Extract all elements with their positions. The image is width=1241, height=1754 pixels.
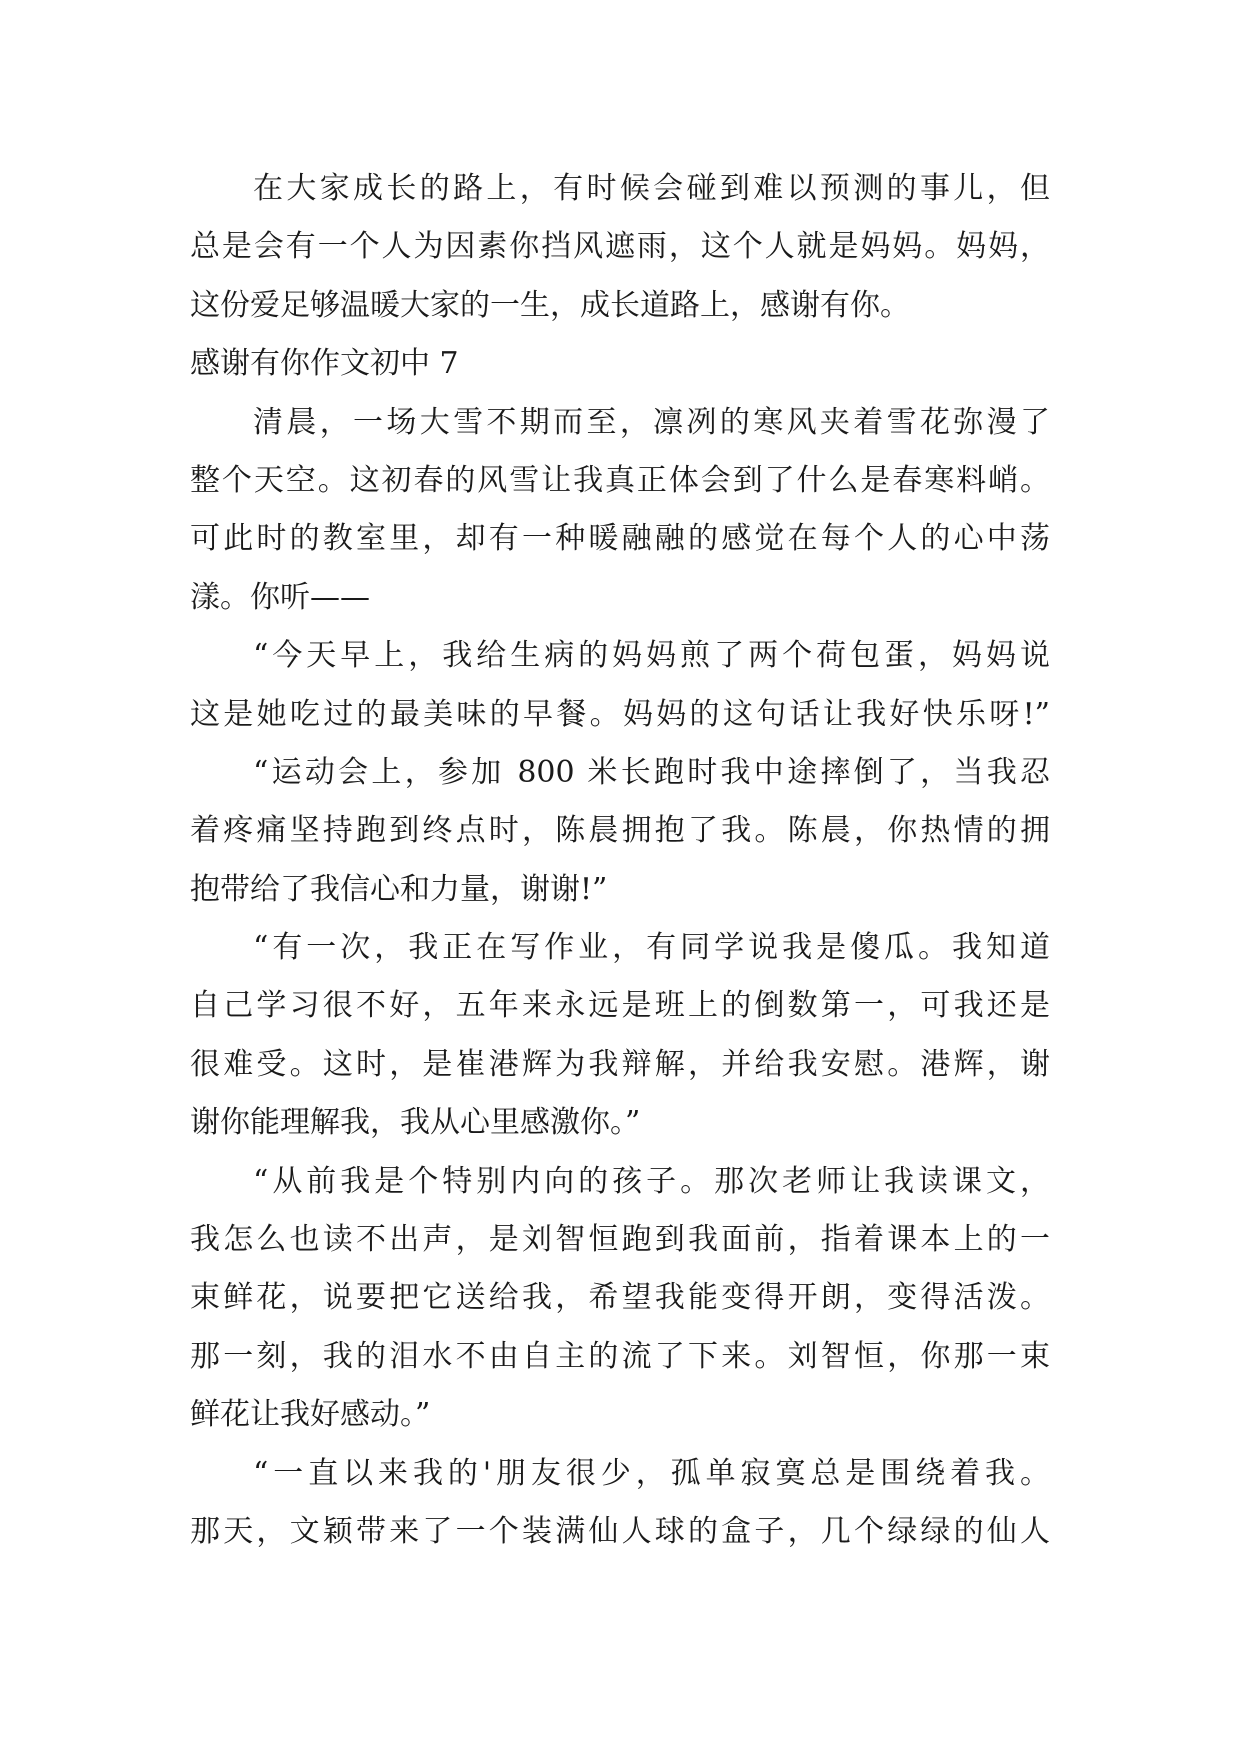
text-line: 清晨，一场大雪不期而至，凛冽的寒风夹着雪花弥漫了 — [253, 404, 1050, 440]
text-line: 那天，文颖带来了一个装满仙人球的盒子，几个绿绿的仙人 — [190, 1513, 1050, 1549]
text-line: “一直以来我的'朋友很少，孤单寂寞总是围绕着我。 — [253, 1455, 1050, 1491]
text-line: 这是她吃过的最美味的早餐。妈妈的这句话让我好快乐呀!” — [190, 696, 1050, 732]
text-line: “运动会上，参加 800 米长跑时我中途摔倒了，当我忍 — [253, 754, 1050, 790]
text-line: 整个天空。这初春的风雪让我真正体会到了什么是春寒料峭。 — [190, 462, 1050, 498]
document-body — [190, 160, 1050, 1561]
text-line: 谢你能理解我，我从心里感激你。” — [190, 1105, 641, 1141]
text-line: “今天早上，我给生病的妈妈煎了两个荷包蛋，妈妈说 — [253, 638, 1050, 674]
text-line: 束鲜花，说要把它送给我，希望我能变得开朗，变得活泼。 — [190, 1280, 1050, 1316]
text-line: 鲜花让我好感动。” — [190, 1397, 431, 1433]
text-line: 自己学习很不好，五年来永远是班上的倒数第一，可我还是 — [190, 988, 1050, 1024]
text-line: 漾。你听—— — [190, 579, 370, 615]
text-line: 总是会有一个人为因素你挡风遮雨，这个人就是妈妈。妈妈， — [190, 229, 1050, 265]
text-line: 这份爱足够温暖大家的一生，成长道路上，感谢有你。 — [190, 287, 910, 323]
text-line: 我怎么也读不出声，是刘智恒跑到我面前，指着课本上的一 — [190, 1222, 1050, 1258]
text-line: 可此时的教室里，却有一种暖融融的感觉在每个人的心中荡 — [190, 521, 1050, 557]
text-line: 着疼痛坚持跑到终点时，陈晨拥抱了我。陈晨，你热情的拥 — [190, 813, 1050, 849]
text-line: “有一次，我正在写作业，有同学说我是傻瓜。我知道 — [253, 930, 1050, 966]
section-heading: 感谢有你作文初中 7 — [190, 346, 459, 382]
text-line: “从前我是个特别内向的孩子。那次老师让我读课文， — [253, 1163, 1050, 1199]
text-line: 在大家成长的路上，有时候会碰到难以预测的事儿，但 — [253, 171, 1050, 206]
text-line: 抱带给了我信心和力量，谢谢!” — [190, 871, 608, 907]
text-line: 很难受。这时，是崔港辉为我辩解，并给我安慰。港辉，谢 — [190, 1046, 1050, 1082]
text-line: 那一刻，我的泪水不由自主的流了下来。刘智恒，你那一束 — [190, 1338, 1050, 1374]
